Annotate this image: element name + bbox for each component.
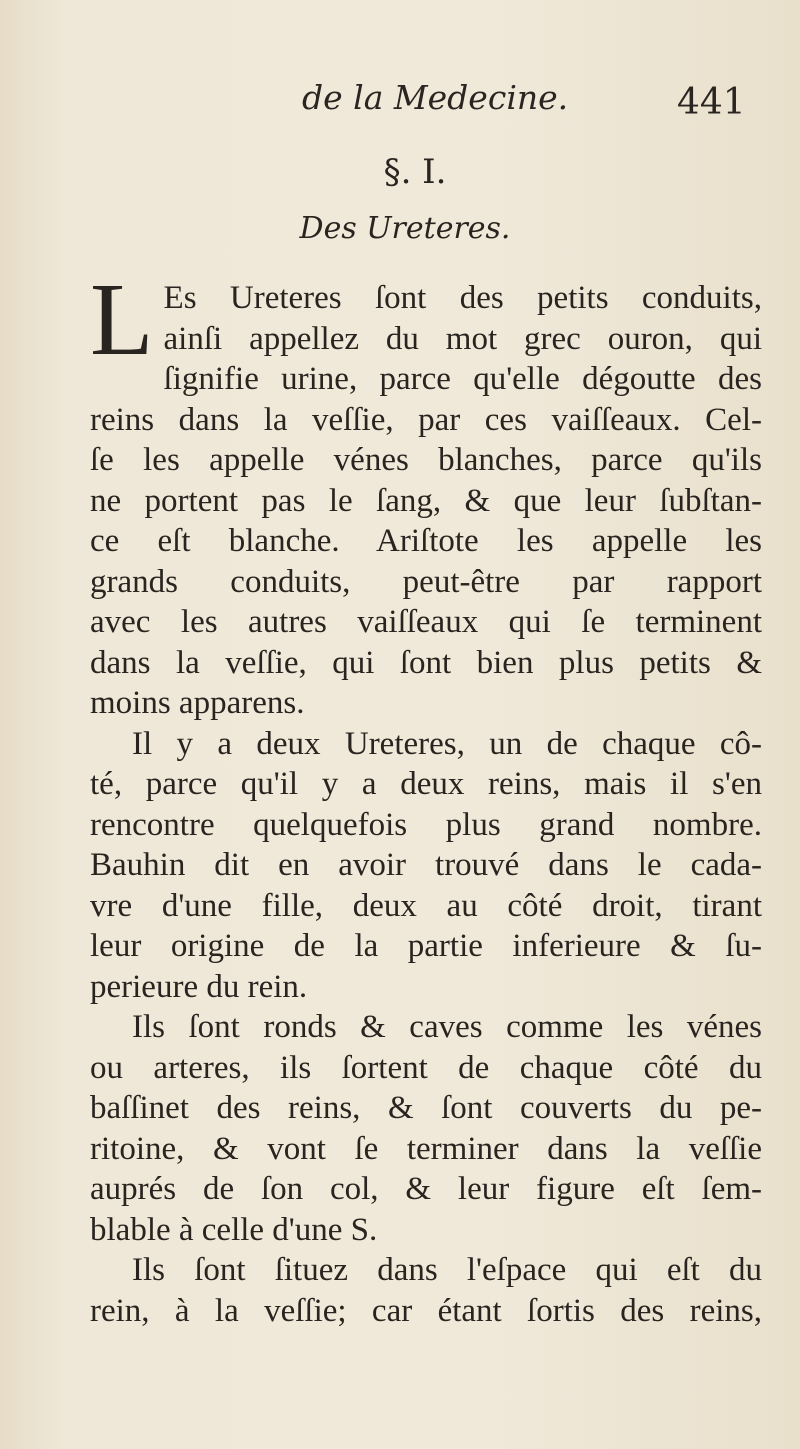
- page-number: 441: [677, 82, 746, 123]
- page-header: [0, 78, 800, 128]
- text-line: vre d'une fille, deux au côté droit, tirant: [90, 887, 762, 924]
- text-line: Il y a deux Ureteres, un de chaque cô-: [132, 725, 762, 762]
- text-line: ritoine, & vont ſe terminer dans la veſſie: [90, 1130, 762, 1167]
- text-line: moins apparens.: [90, 685, 305, 721]
- text-line: reins dans la veſſie, par ces vaiſſeaux. Cel-: [90, 401, 762, 438]
- text-line: Ils ſont ſituez dans l'eſpace qui eſt du: [132, 1252, 762, 1288]
- paragraph-4: [90, 1250, 762, 1331]
- drop-cap: L: [90, 262, 154, 377]
- text-line: blable à celle d'une S.: [90, 1211, 378, 1248]
- text-line: rencontre quelquefois plus grand nombre.: [90, 806, 762, 843]
- body-text: [90, 262, 762, 1331]
- text-line: dans la veſſie, qui ſont bien plus petits &: [90, 644, 762, 681]
- text-line: leur origine de la partie inferieure & ſu-: [90, 928, 762, 964]
- text-line: ne portent pas le ſang, & que leur ſubſtan-: [90, 482, 762, 519]
- text-line: ce eſt blanche. Ariſtote les appelle les: [90, 523, 762, 559]
- text-line: baſſinet des reins, & ſont couverts du pe-: [90, 1090, 762, 1126]
- text-line: ou arteres, ils ſortent de chaque côté du: [90, 1049, 762, 1086]
- text-line: grands conduits, peut-être par rapport: [90, 563, 762, 600]
- paragraph-1: [90, 262, 762, 724]
- text-line: rein, à la veſſie; car étant ſortis des reins,: [90, 1292, 762, 1329]
- section-number: §. I.: [383, 152, 447, 192]
- text-line: Es Ureteres ſont des petits conduits,: [163, 280, 762, 316]
- text-line: avec les autres vaiſſeaux qui ſe terminent: [90, 604, 762, 640]
- text-line: ſignifie urine, parce qu'elle dégoutte des: [163, 361, 762, 397]
- section-title: Des Ureteres.: [299, 211, 511, 246]
- text-line: Ils ſont ronds & caves comme les vénes: [132, 1009, 762, 1045]
- text-line: auprés de ſon col, & leur figure eſt ſem-: [90, 1171, 762, 1207]
- text-line: Bauhin dit en avoir trouvé dans le cada-: [90, 847, 762, 883]
- paragraph-2: [90, 724, 762, 1008]
- paragraph-3: [90, 1007, 762, 1250]
- text-line: ſe les appelle vénes blanches, parce qu'ils: [90, 442, 762, 478]
- text-line: ainſi appellez du mot grec ouron, qui: [163, 320, 762, 357]
- running-title: de la Medecine.: [302, 78, 569, 117]
- text-line: té, parce qu'il y a deux reins, mais il s'en: [90, 766, 762, 802]
- text-line: perieure du rein.: [90, 968, 308, 1005]
